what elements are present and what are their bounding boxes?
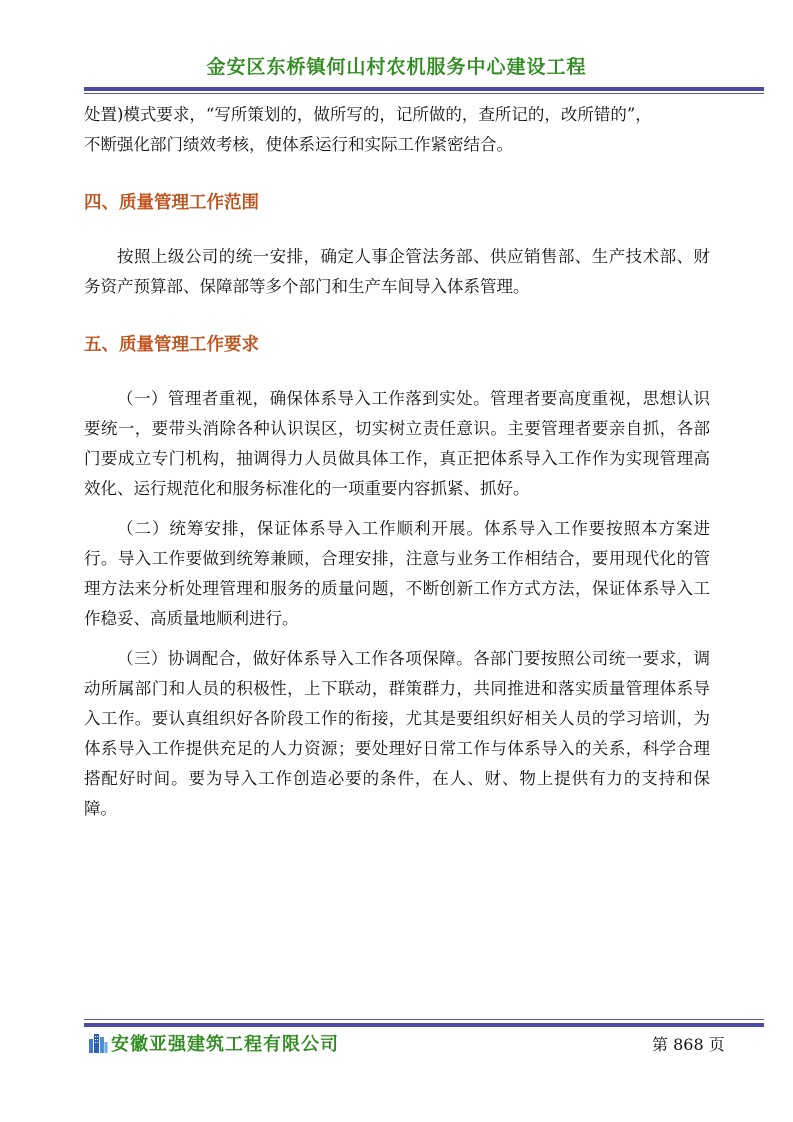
section-5-paragraph-2: （二）统筹安排，保证体系导入工作顺利开展。体系导入工作要按照本方案进行。导入工作要做到统筹兼顾，合理安排，注意与业务工作相结合，要用现代化的管理方法来分析处理管理和服务的质量问题，不断创新工作方式方法，保证体系导入工作稳妥、高质量地顺利进行。 <box>84 519 710 628</box>
header-title: 金安区东桥镇何山村农机服务中心建设工程 <box>206 56 587 78</box>
page-number: 第 868 页 <box>652 1035 725 1054</box>
document-body <box>84 100 710 824</box>
continuation-line-1: 处置)模式要求，“写所策划的，做所写的，记所做的，查所记的，改所错的”， <box>84 105 652 124</box>
continuation-line-2: 不断强化部门绩效考核，使体系运行和实际工作紧密结合。 <box>84 135 513 154</box>
footer-rule-thin <box>84 1019 764 1020</box>
building-logo-icon <box>88 1031 108 1053</box>
footer-rule <box>84 1023 764 1027</box>
section-5-heading: 五、质量管理工作要求 <box>84 335 259 355</box>
section-5-paragraph-3: （三）协调配合，做好体系导入工作各项保障。各部门要按照公司统一要求，调动所属部门和人员的积极性，上下联动，群策群力，共同推进和落实质量管理体系导入工作。要认真组织好各阶段工作的衔接，尤其是要组织好相关人员的学习培训，为体系导入工作提供充足的人力资源；要处理好日常工作与体系导入的关系，科学合理搭配好时间。要为导入工作创造必要的条件，在人、财、物上提供有力的支持和保障。 <box>84 649 710 818</box>
footer-company-name: 安徽亚强建筑工程有限公司 <box>111 1034 339 1055</box>
header-rule <box>84 87 764 91</box>
section-4-heading: 四、质量管理工作范围 <box>84 193 259 213</box>
header-rule-thin <box>84 93 764 94</box>
section-5-paragraph-1: （一）管理者重视，确保体系导入工作落到实处。管理者要高度重视，思想认识要统一，要带头消除各种认识误区，切实树立责任意识。主要管理者要亲自抓，各部门要成立专门机构，抽调得力人员做具体工作，真正把体系导入工作作为实现管理高效化、运行规范化和服务标准化的一项重要内容抓紧、抓好。 <box>84 389 710 498</box>
section-4-paragraph: 按照上级公司的统一安排，确定人事企管法务部、供应销售部、生产技术部、财务资产预算部、保障部等多个部门和生产车间导入体系管理。 <box>84 247 710 296</box>
